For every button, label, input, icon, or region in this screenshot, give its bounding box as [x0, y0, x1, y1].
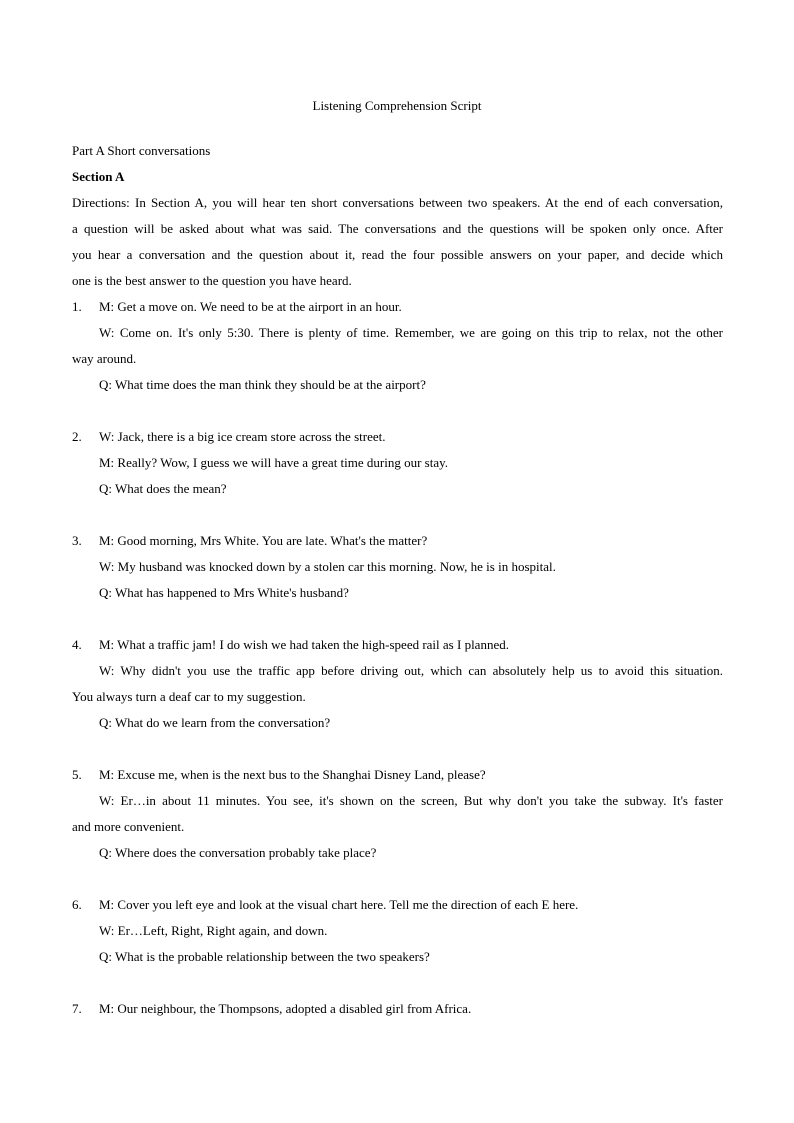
dialogue-line: M: Cover you left eye and look at the visual chart here. Tell me the direction of each E here. [99, 897, 579, 912]
item-number: 4. [72, 637, 82, 652]
dialogue-line: W: Er…Left, Right, Right again, and down. [99, 923, 328, 938]
item-number: 5. [72, 767, 82, 782]
question-line: Q: What time does the man think they should be at the airport? [99, 377, 426, 392]
dialogue-line: M: What a traffic jam! I do wish we had taken the high-speed rail as I planned. [99, 637, 509, 652]
dialogue-line: way around. [72, 351, 137, 366]
part-heading: Part A Short conversations [72, 143, 211, 158]
question-line: Q: What does the mean? [99, 481, 227, 496]
dialogue-line: W: Jack, there is a big ice cream store across the street. [99, 429, 386, 444]
dialogue-line: You always turn a deaf car to my suggestion. [72, 689, 306, 704]
directions-line: one is the best answer to the question you have heard. [72, 273, 352, 288]
dialogue-line: M: Our neighbour, the Thompsons, adopted a disabled girl from Africa. [99, 1001, 472, 1016]
dialogue-line: and more convenient. [72, 819, 185, 834]
item-number: 6. [72, 897, 82, 912]
directions-line: you hear a conversation and the question about it, read the four possible answers on your paper, and decide which [72, 247, 723, 262]
question-line: Q: What do we learn from the conversation? [99, 715, 331, 730]
dialogue-line: M: Excuse me, when is the next bus to the Shanghai Disney Land, please? [99, 767, 486, 782]
item-number: 1. [72, 299, 82, 314]
question-line: Q: What has happened to Mrs White's husband? [99, 585, 349, 600]
question-line: Q: What is the probable relationship between the two speakers? [99, 949, 430, 964]
directions-line: a question will be asked about what was said. The conversations and the questions will be spoken only once. After [72, 221, 723, 236]
directions-line: Directions: In Section A, you will hear ten short conversations between two speakers. At the end of each conversation, [72, 195, 723, 210]
dialogue-line: W: My husband was knocked down by a stolen car this morning. Now, he is in hospital. [99, 559, 556, 574]
dialogue-line: W: Why didn't you use the traffic app before driving out, which can absolutely help us to avoid this situation. [99, 663, 723, 678]
dialogue-line: W: Er…in about 11 minutes. You see, it's shown on the screen, But why don't you take the subway. It's faster [99, 793, 723, 808]
document-title: Listening Comprehension Script [312, 98, 482, 113]
section-heading: Section A [72, 169, 125, 184]
dialogue-line: M: Get a move on. We need to be at the airport in an hour. [99, 299, 402, 314]
dialogue-line: W: Come on. It's only 5:30. There is plenty of time. Remember, we are going on this trip to relax, not the other [99, 325, 723, 340]
dialogue-line: M: Good morning, Mrs White. You are late. What's the matter? [99, 533, 428, 548]
item-number: 3. [72, 533, 82, 548]
item-number: 2. [72, 429, 82, 444]
question-line: Q: Where does the conversation probably take place? [99, 845, 377, 860]
dialogue-line: M: Really? Wow, I guess we will have a great time during our stay. [99, 455, 449, 470]
item-number: 7. [72, 1001, 82, 1016]
